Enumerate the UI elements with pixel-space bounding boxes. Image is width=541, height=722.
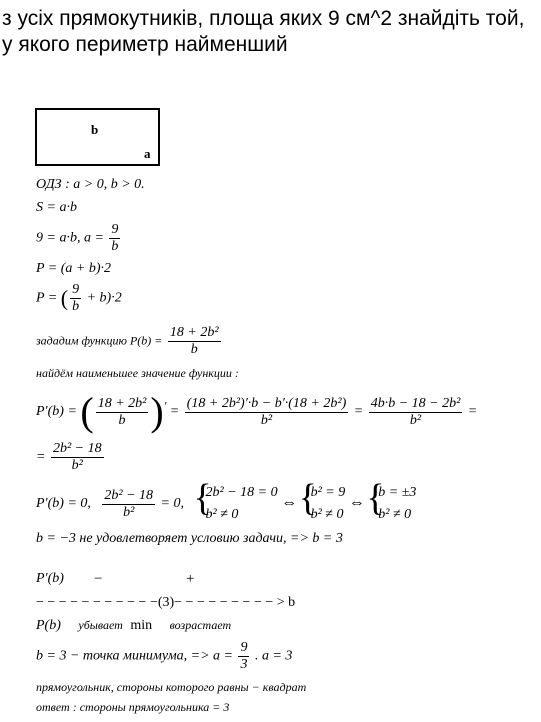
quotient-rule-den: b² xyxy=(260,412,273,428)
critical-point-line xyxy=(36,482,416,526)
derivative-inner-den: b xyxy=(118,412,126,428)
equivalence-arrow-2: ⇔ xyxy=(348,494,365,512)
function-fraction xyxy=(168,325,221,358)
simplified-fraction xyxy=(369,396,463,429)
odz-line: ОДЗ : a > 0, b > 0. xyxy=(36,177,145,192)
equivalence-arrow-1: ⇔ xyxy=(281,494,298,512)
perimeter-rest: + b)·2 xyxy=(86,290,122,306)
equals-sign: = xyxy=(353,404,364,420)
side-b-label: b xyxy=(91,122,99,137)
sign-minus: − xyxy=(94,571,103,587)
minimum-fraction xyxy=(238,640,249,673)
equation-a-line xyxy=(36,222,122,255)
function-fraction-den: b xyxy=(190,342,198,357)
a-fraction xyxy=(109,222,120,255)
simplified-den: b² xyxy=(409,412,422,428)
zero-eq: = 0, xyxy=(160,496,184,512)
derivative-result-den: b² xyxy=(71,458,83,473)
answer-line: ответ : стороны прямоугольника = 3 xyxy=(36,700,230,714)
minimum-fraction-den: 3 xyxy=(240,657,248,672)
find-minimum-line: найдём наименьшее значение функции : xyxy=(36,366,239,380)
perimeter-substituted-line xyxy=(36,282,122,315)
perimeter-lhs: P = xyxy=(36,290,58,306)
perimeter-fraction xyxy=(70,282,81,315)
perimeter-fraction-den: b xyxy=(72,299,80,314)
behavior-min: min xyxy=(130,618,153,633)
derivative-result-line xyxy=(36,441,106,474)
equation-a-text: 9 = a·b, a = xyxy=(36,230,104,246)
conclusion-line: прямоугольник, стороны которого равны − квадрат xyxy=(36,680,307,694)
rectangle-figure xyxy=(35,108,160,166)
system-1-eq-b: b² ≠ 0 xyxy=(205,507,239,522)
quotient-rule-num: (18 + 2b²)′·b − b′·(18 + 2b²) xyxy=(186,395,347,411)
zero-fraction-den: b² xyxy=(123,504,135,520)
behavior-increasing: возрастает xyxy=(169,618,232,632)
sign-chart-label: P′(b) xyxy=(36,571,64,586)
minimum-tail: . a = 3 xyxy=(254,648,293,664)
derivative-result-fraction xyxy=(51,441,104,474)
derivative-result-eq: = xyxy=(36,449,46,465)
behavior-line xyxy=(36,618,231,634)
system-2 xyxy=(301,482,346,526)
system-1-eq-a: { 2b² − 18 = 0 xyxy=(205,485,278,500)
system-2-eq-b: b² ≠ 0 xyxy=(310,507,344,522)
right-paren: ) xyxy=(150,389,164,434)
problem-title: з усіх прямокутників, площа яких 9 см^2 знайдіть той, у якого периметр найменший xyxy=(2,7,525,56)
simplified-num: 4b·b − 18 − 2b² xyxy=(370,395,461,411)
function-fraction-num: 18 + 2b² xyxy=(169,325,219,340)
derivative-prime: ′ xyxy=(163,399,167,413)
number-line: − − − − − − − − − − −(3)− − − − − − − − − > b xyxy=(36,595,296,610)
derivative-tail: = xyxy=(467,404,478,420)
a-fraction-num: 9 xyxy=(111,222,119,237)
system-3 xyxy=(368,482,416,526)
system-3-eq-b: b² ≠ 0 xyxy=(378,507,412,522)
derivative-inner-fraction xyxy=(96,396,149,429)
quotient-rule-fraction xyxy=(185,396,349,429)
derivative-inner-num: 18 + 2b² xyxy=(97,395,147,411)
area-formula: S = a·b xyxy=(36,200,77,215)
perimeter-open-paren: ( xyxy=(60,285,69,311)
a-fraction-den: b xyxy=(111,239,119,254)
minimum-point-text: b = 3 − точка минимума, => a = xyxy=(36,648,233,664)
zero-lhs: P′(b) = 0, xyxy=(36,496,91,512)
minimum-point-line xyxy=(36,640,292,673)
behavior-p: P(b) xyxy=(36,618,61,633)
behavior-decreasing: убывает xyxy=(78,618,123,632)
perimeter-formula: P = (a + b)·2 xyxy=(36,261,112,276)
minimum-fraction-num: 9 xyxy=(240,640,248,655)
side-a-label: a xyxy=(144,146,151,161)
left-paren: ( xyxy=(80,389,94,434)
function-label: зададим функцию P(b) = xyxy=(36,333,163,348)
system-3-eq-a: { b = ±3 xyxy=(378,485,417,500)
function-definition-line xyxy=(36,325,223,358)
derivative-result-num: 2b² − 18 xyxy=(52,441,102,456)
perimeter-fraction-num: 9 xyxy=(72,282,80,297)
reject-root-line: b = −3 не удовлетворяет условию задачи, => b = 3 xyxy=(36,531,343,546)
system-1 xyxy=(196,482,278,526)
derivative-eq: = xyxy=(169,404,180,420)
zero-fraction-num: 2b² − 18 xyxy=(104,487,154,503)
sign-plus: + xyxy=(186,571,195,587)
derivative-line xyxy=(36,389,478,434)
zero-fraction xyxy=(102,488,155,521)
system-2-eq-a: { b² = 9 xyxy=(310,485,346,500)
derivative-lhs: P′(b) = xyxy=(36,404,77,420)
